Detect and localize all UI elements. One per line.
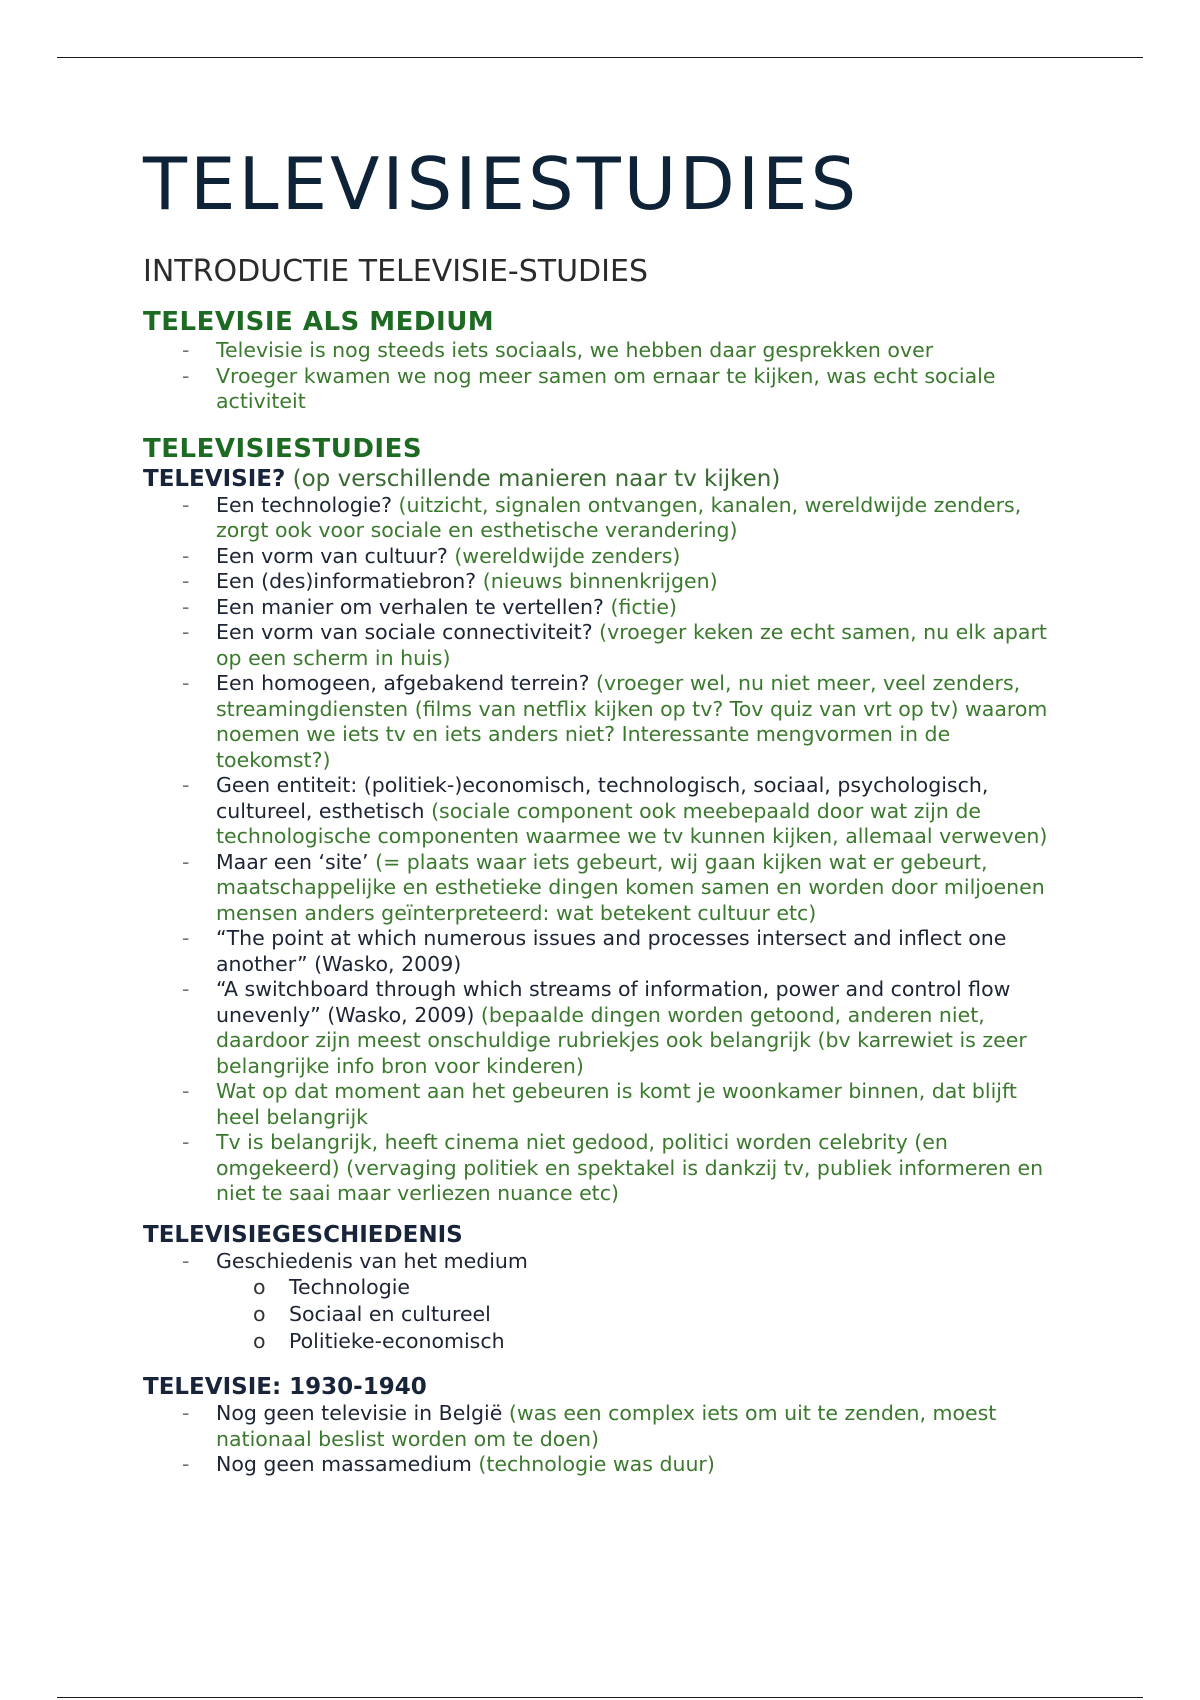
question-note: (op verschillende manieren naar tv kijken) xyxy=(285,465,781,492)
item-text: Nog geen televisie in België xyxy=(216,1401,503,1425)
list-item xyxy=(216,926,1063,977)
item-note: (bepaalde dingen worden getoond, anderen niet, daardoor zijn meest onschuldige rubriekjes ook belangrijk (bv karrewiet is zeer belangrijke info bron voor kinderen) xyxy=(216,1002,1027,1078)
item-note: Wat op dat moment aan het gebeuren is komt je woonkamer binnen, dat blijft heel belangrijk xyxy=(216,1079,1017,1129)
intro-heading: INTRODUCTIE TELEVISIE-STUDIES xyxy=(143,254,649,289)
item-note: Tv is belangrijk, heeft cinema niet gedood, politici worden celebrity (en omgekeerd) (vervaging politiek en spektakel is dankzij tv, publiek informeren en niet te saai maar verliezen nuance etc) xyxy=(216,1130,1044,1205)
list-item xyxy=(216,1249,1063,1356)
item-text: Geen entiteit: (politiek-)economisch, technologisch, sociaal, psychologisch, cultureel, esthetisch xyxy=(216,773,989,823)
history-sublist xyxy=(216,1274,1063,1355)
item-note: (was een complex iets om uit te zenden, moest nationaal beslist worden om te doen) xyxy=(216,1401,997,1451)
list-item xyxy=(216,493,1063,544)
medium-list xyxy=(143,338,1063,415)
header-rule xyxy=(57,57,1143,58)
item-text: “A switchboard through which streams of information, power and control flow unevenly” (Wasko, 2009) xyxy=(216,977,1011,1027)
item-text: Een manier om verhalen te vertellen? xyxy=(216,594,604,619)
sub-list-item: o Politieke-economisch xyxy=(289,1328,1063,1355)
list-item xyxy=(216,850,1063,927)
list-item xyxy=(216,544,1063,570)
item-text: Maar een ‘site’ xyxy=(216,849,369,874)
list-1930 xyxy=(143,1401,1063,1478)
studies-list xyxy=(143,493,1063,1207)
list-item: - Televisie is nog steeds iets sociaals, we hebben daar gesprekken over xyxy=(216,338,1063,364)
section-heading-studies: TELEVISIESTUDIES xyxy=(143,433,423,464)
item-note: (fictie) xyxy=(603,594,677,619)
question-heading xyxy=(143,465,1063,493)
item-text: Een homogeen, afgebakend terrein? xyxy=(216,671,590,695)
item-text: Een technologie? xyxy=(216,492,392,517)
item-text: Geschiedenis van het medium xyxy=(216,1248,528,1273)
item-note: (wereldwijde zenders) xyxy=(447,543,681,568)
document-title: TELEVISIESTUDIES xyxy=(143,142,860,226)
item-note: (vroeger keken ze echt samen, nu elk apart op een scherm in huis) xyxy=(216,620,1047,670)
section-heading-1930: TELEVISIE: 1930-1940 xyxy=(143,1374,427,1400)
section-heading-history: TELEVISIEGESCHIEDENIS xyxy=(143,1221,463,1248)
list-item xyxy=(216,620,1063,671)
sub-list-item: o Sociaal en cultureel xyxy=(289,1301,1063,1328)
item-note: (sociale component ook meebepaald door wat zijn de technologische componenten waarmee we tv kunnen kijken, allemaal verweven) xyxy=(216,798,1048,848)
list-item xyxy=(216,1079,1063,1130)
list-item xyxy=(216,1452,1063,1478)
item-note: (vroeger wel, nu niet meer, veel zenders, streamingdiensten (films van netflix kijken op tv? Tov quiz van vrt op tv) waarom noemen we iets tv en iets anders niet? Interessante mengvormen in de toekomst?) xyxy=(216,671,1048,772)
document-body xyxy=(143,140,1063,1478)
item-note: (uitzicht, signalen ontvangen, kanalen, wereldwijde zenders, zorgt ook voor sociale en esthetische verandering) xyxy=(216,492,1022,542)
item-note: (nieuws binnenkrijgen) xyxy=(476,569,718,593)
list-item xyxy=(216,569,1063,595)
item-text: Een vorm van sociale connectiviteit? xyxy=(216,620,593,644)
footer-rule xyxy=(57,1697,1143,1698)
item-text: Een vorm van cultuur? xyxy=(216,543,448,568)
list-item xyxy=(216,977,1063,1079)
list-item: - Vroeger kwamen we nog meer samen om ernaar te kijken, was echt sociale activiteit xyxy=(216,364,1063,415)
list-item xyxy=(216,1130,1063,1207)
question-lead: TELEVISIE? xyxy=(143,465,286,492)
list-item xyxy=(216,773,1063,850)
item-note: (technologie was duur) xyxy=(471,1452,715,1476)
history-list xyxy=(143,1249,1063,1356)
item-text: “The point at which numerous issues and processes intersect and inflect one another” (Wasko, 2009) xyxy=(216,926,1007,976)
list-item xyxy=(216,1401,1063,1452)
list-item xyxy=(216,671,1063,773)
item-text: Een (des)informatiebron? xyxy=(216,569,477,593)
section-heading-medium: TELEVISIE ALS MEDIUM xyxy=(143,307,495,337)
item-note: (= plaats waar iets gebeurt, wij gaan kijken wat er gebeurt, maatschappelijke en esthetieke dingen komen samen en worden door miljoenen mensen anders geïnterpreteerd: wat betekent cultuur etc) xyxy=(216,849,1045,925)
sub-list-item: o Technologie xyxy=(289,1274,1063,1301)
item-text: Nog geen massamedium xyxy=(216,1452,472,1476)
list-item xyxy=(216,595,1063,621)
